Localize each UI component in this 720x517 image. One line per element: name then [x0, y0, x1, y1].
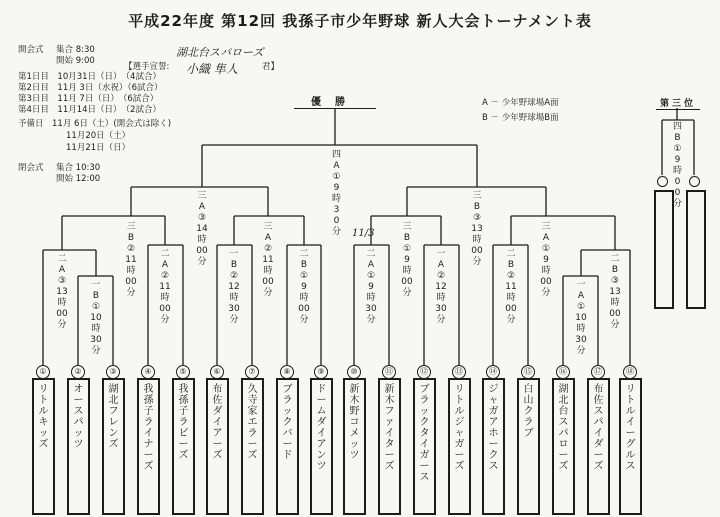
team-name: 布佐スパイダーズ [593, 384, 604, 472]
team-name-box [517, 378, 540, 515]
team-name: 新木ファイターズ [384, 384, 395, 472]
team-number: ⑯ [556, 365, 570, 379]
page-title: 平成22年度 第12回 我孫子市少年野球 新人大会トーナメント表 [128, 12, 592, 30]
team-number: ⑥ [210, 365, 224, 379]
team-number: ② [71, 365, 85, 379]
round1-match-1-label: 二A③ 13時00分 [56, 254, 68, 330]
reserve-row-1: 予備日 11月 6日（土）(開会式は除く) [18, 119, 172, 129]
team-name: 新木野コメッツ [349, 384, 360, 461]
team-name: 湖北台スパローズ [558, 384, 569, 472]
team-name: ブラックバード [282, 384, 293, 461]
third-place-slot-right [689, 176, 700, 187]
team-number: ⑧ [280, 365, 294, 379]
team-number: ⑪ [382, 365, 396, 379]
day3-row: 第3日目 11月 7日（日） （6試合） [18, 94, 159, 104]
round1-match-2-label: 二A② 11時00分 [159, 249, 171, 325]
team-number: ⑬ [452, 365, 466, 379]
quarterfinal-1-label: 三B② 11時00分 [125, 222, 137, 298]
handwritten-date-note: 11/3 [352, 228, 375, 239]
team-number: ⑫ [417, 365, 431, 379]
team-name: リトルキッズ [38, 384, 49, 450]
team-name: リトルジャガーズ [454, 384, 465, 472]
team-name-box [241, 378, 264, 515]
team-name-box [413, 378, 436, 515]
team-number: ④ [141, 365, 155, 379]
team-name: ブラックタイガース [419, 384, 430, 483]
team-name-box [482, 378, 505, 515]
team-name-box [587, 378, 610, 515]
team-name: 湖北フレンズ [108, 384, 119, 450]
oath-suffix: 君】 [262, 62, 280, 72]
team-name: ドームダイアンツ [316, 384, 327, 472]
team-number: ⑭ [486, 365, 500, 379]
round1-match-5-label: 二A① 9時30分 [365, 249, 377, 325]
opening-label: 開会式 [18, 45, 44, 55]
team-name: オースパッツ [73, 384, 84, 450]
quarterfinal-2-label: 三A② 11時00分 [262, 222, 274, 298]
final-match-label: 四A① 9時30分 [331, 150, 341, 237]
team-name-box [378, 378, 401, 515]
team-name: 我孫子ライナーズ [143, 384, 154, 472]
team-name-box [276, 378, 299, 515]
team-name: 布佐ダイアーズ [212, 384, 223, 461]
oath-player-handwritten: 小織 隼人 [186, 62, 238, 76]
legend-field-b: B － 少年野球場B面 [482, 113, 559, 123]
reserve-row-2: 11月20日（土） [66, 131, 131, 141]
team-number: ⑤ [176, 365, 190, 379]
team-number: ③ [106, 365, 120, 379]
team-name: 我孫子ラビーズ [178, 384, 189, 461]
team-number: ① [36, 365, 50, 379]
third-place-box-right [686, 190, 706, 309]
closing-start-time: 開始 12:00 [56, 174, 101, 184]
quarterfinal-4-label: 三A① 9時00分 [540, 222, 552, 298]
team-name-box [343, 378, 366, 515]
third-place-label: 第三位 [656, 96, 700, 110]
team-name-box [172, 378, 195, 515]
team-name-box [102, 378, 125, 515]
closing-label: 閉会式 [18, 163, 44, 173]
oath-team-handwritten: 湖北台スパローズ [176, 46, 264, 59]
winner-label: 優勝 [294, 93, 376, 109]
legend-field-a: A － 少年野球場A面 [482, 98, 559, 108]
round0-match-2-label: 一A① 10時30分 [575, 280, 587, 356]
third-place-box-left [654, 190, 674, 309]
day1-row: 第1日目 10月31日（日） （4試合） [18, 72, 161, 82]
team-name-box [206, 378, 229, 515]
team-number: ⑱ [623, 365, 637, 379]
team-number: ⑨ [314, 365, 328, 379]
team-name-box [448, 378, 471, 515]
team-number: ⑰ [591, 365, 605, 379]
round1-match-7-label: 二B② 11時00分 [505, 249, 517, 325]
team-name-box [310, 378, 333, 515]
team-name: 白山クラブ [523, 384, 534, 439]
round1-match-3-label: 一B② 12時30分 [228, 249, 240, 325]
opening-start-time: 開始 9:00 [56, 56, 95, 66]
team-name: ジャガアホークス [488, 384, 499, 472]
quarterfinal-3-label: 三B① 9時00分 [401, 222, 413, 298]
round1-match-8-label: 二B③ 13時00分 [609, 254, 621, 330]
round1-match-4-label: 二B① 9時00分 [298, 249, 310, 325]
third-place-slot-left [657, 176, 668, 187]
semifinal-left-label: 三A③ 14時00分 [196, 191, 208, 267]
oath-label: 【選手宣誓: [124, 62, 170, 72]
third-place-match-label: 四B① 9時00分 [672, 122, 682, 209]
day4-row: 第4日目 11月14日（日） （2試合） [18, 105, 161, 115]
team-name-box [619, 378, 642, 515]
team-number: ⑮ [521, 365, 535, 379]
team-name: リトルイーグルス [625, 384, 636, 472]
team-number: ⑩ [347, 365, 361, 379]
round0-match-1-label: 一B① 10時30分 [90, 280, 102, 356]
team-name-box [67, 378, 90, 515]
semifinal-right-label: 三B③ 13時00分 [471, 191, 483, 267]
reserve-row-3: 11月21日（日） [66, 143, 131, 153]
round1-match-6-label: 一A② 12時30分 [435, 249, 447, 325]
team-name-box [552, 378, 575, 515]
closing-gather-time: 集合 10:30 [56, 163, 101, 173]
day2-row: 第2日目 11月 3日（水祝）（6試合） [18, 83, 163, 93]
team-name-box [137, 378, 160, 515]
team-number: ⑦ [245, 365, 259, 379]
team-name: 久寺家エラーズ [247, 384, 258, 461]
opening-gather-time: 集合 8:30 [56, 45, 95, 55]
team-name-box [32, 378, 55, 515]
